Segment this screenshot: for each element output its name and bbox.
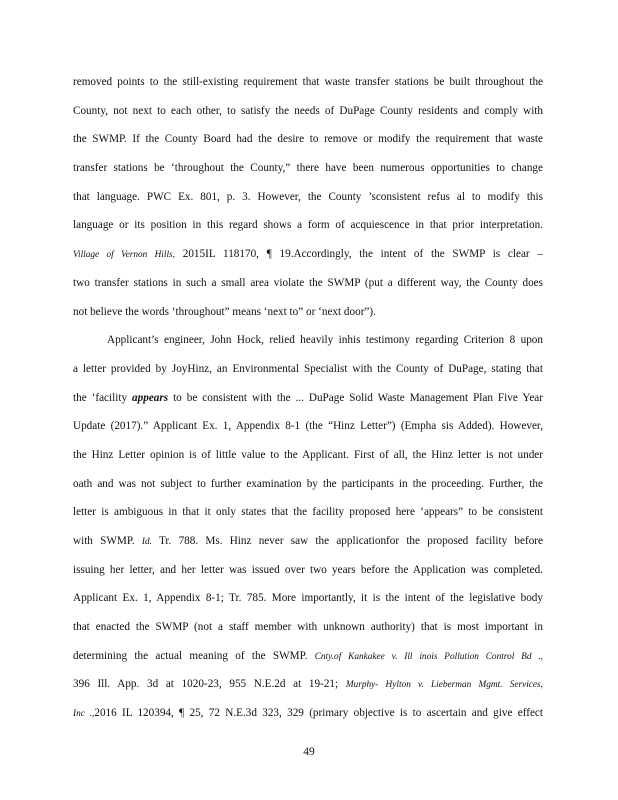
text-line: removed points to the still-existing requirement that waste transfer stations be built throughout the	[73, 76, 543, 88]
text-segment: the ‘facility	[73, 391, 133, 404]
text-line: oath and was not subject to further examination by the participants in the proceeding. Further, the	[73, 477, 543, 490]
text-line	[73, 527, 543, 556]
case-citation: Cnty.of Kankakee v. Ill inois Pollution Control Bd .,	[314, 651, 543, 662]
text-segment: 2015IL 118170, ¶ 19.Accordingly, the intent of the SWMP is clear –	[174, 248, 543, 261]
text-line: a letter provided by JoyHinz, an Environmental Specialist with the County of DuPage, stating that	[73, 362, 543, 375]
body-text	[73, 68, 543, 728]
text-line	[73, 240, 543, 269]
emphasized-word: appears	[132, 391, 169, 404]
text-line: that language. PWC Ex. 801, p. 3. However, the County ’sconsistent refus al to modify this	[73, 190, 543, 203]
case-citation: Village of Vernon Hills,	[73, 250, 175, 261]
text-line: language or its position in this regard shows a form of acquiescence in that prior interpretation.	[73, 219, 543, 232]
text-segment: with SWMP.	[73, 535, 142, 547]
text-line: that enacted the SWMP (not a staff member with unknown authority) that is most important in	[73, 621, 543, 634]
text-line	[73, 642, 543, 671]
text-line: transfer stations be ‘throughout the County,” there have been numerous opportunities to change	[73, 162, 543, 175]
text-segment: determining the actual meaning of the SWMP.	[73, 649, 315, 662]
text-line: not believe the words ‘throughout” means ‘next to” or ‘next door”).	[73, 305, 376, 318]
text-line: Applicant Ex. 1, Appendix 8-1; Tr. 785. More importantly, it is the intent of the legislative body	[73, 592, 543, 605]
text-segment: 2016 IL 120394, ¶ 25, 72 N.E.3d 323, 329 (primary objective is to ascertain and give effect	[94, 707, 543, 720]
text-line: Update (2017).” Applicant Ex. 1, Appendix 8-1 (the “Hinz Letter”) (Empha sis Added). However,	[73, 420, 543, 433]
text-line	[73, 699, 543, 728]
text-line: letter is ambiguous in that it only states that the facility proposed here ‘appears” to be consistent	[73, 506, 543, 519]
case-citation: Murphy- Hylton v. Lieberman Mgmt. Services,	[345, 680, 543, 691]
text-line	[73, 670, 543, 699]
text-line: issuing her letter, and her letter was issued over two years before the Application was completed.	[73, 563, 543, 576]
text-segment: 396 Ill. App. 3d at 1020-23, 955 N.E.2d at 19-21;	[73, 678, 346, 691]
text-line: the Hinz Letter opinion is of little value to the Applicant. First of all, the Hinz letter is not under	[73, 448, 543, 461]
text-segment: to be consistent with the ... DuPage Solid Waste Management Plan Five Year	[168, 391, 543, 404]
page-number: 49	[303, 746, 315, 758]
case-citation: Id.	[141, 537, 152, 547]
text-line: Applicant’s engineer, John Hock, relied heavily inhis testimony regarding Criterion 8 upon	[107, 334, 543, 347]
text-line: County, not next to each other, to satisfy the needs of DuPage County residents and comply with	[73, 104, 543, 117]
text-line: the SWMP. If the County Board had the desire to remove or modify the requirement that waste	[73, 133, 543, 146]
text-line	[73, 384, 543, 413]
case-citation: Inc .,	[73, 709, 95, 720]
text-line: two transfer stations in such a small area violate the SWMP (put a different way, the County does	[73, 276, 543, 289]
text-segment: Tr. 788. Ms. Hinz never saw the applicationfor the proposed facility before	[151, 535, 543, 547]
